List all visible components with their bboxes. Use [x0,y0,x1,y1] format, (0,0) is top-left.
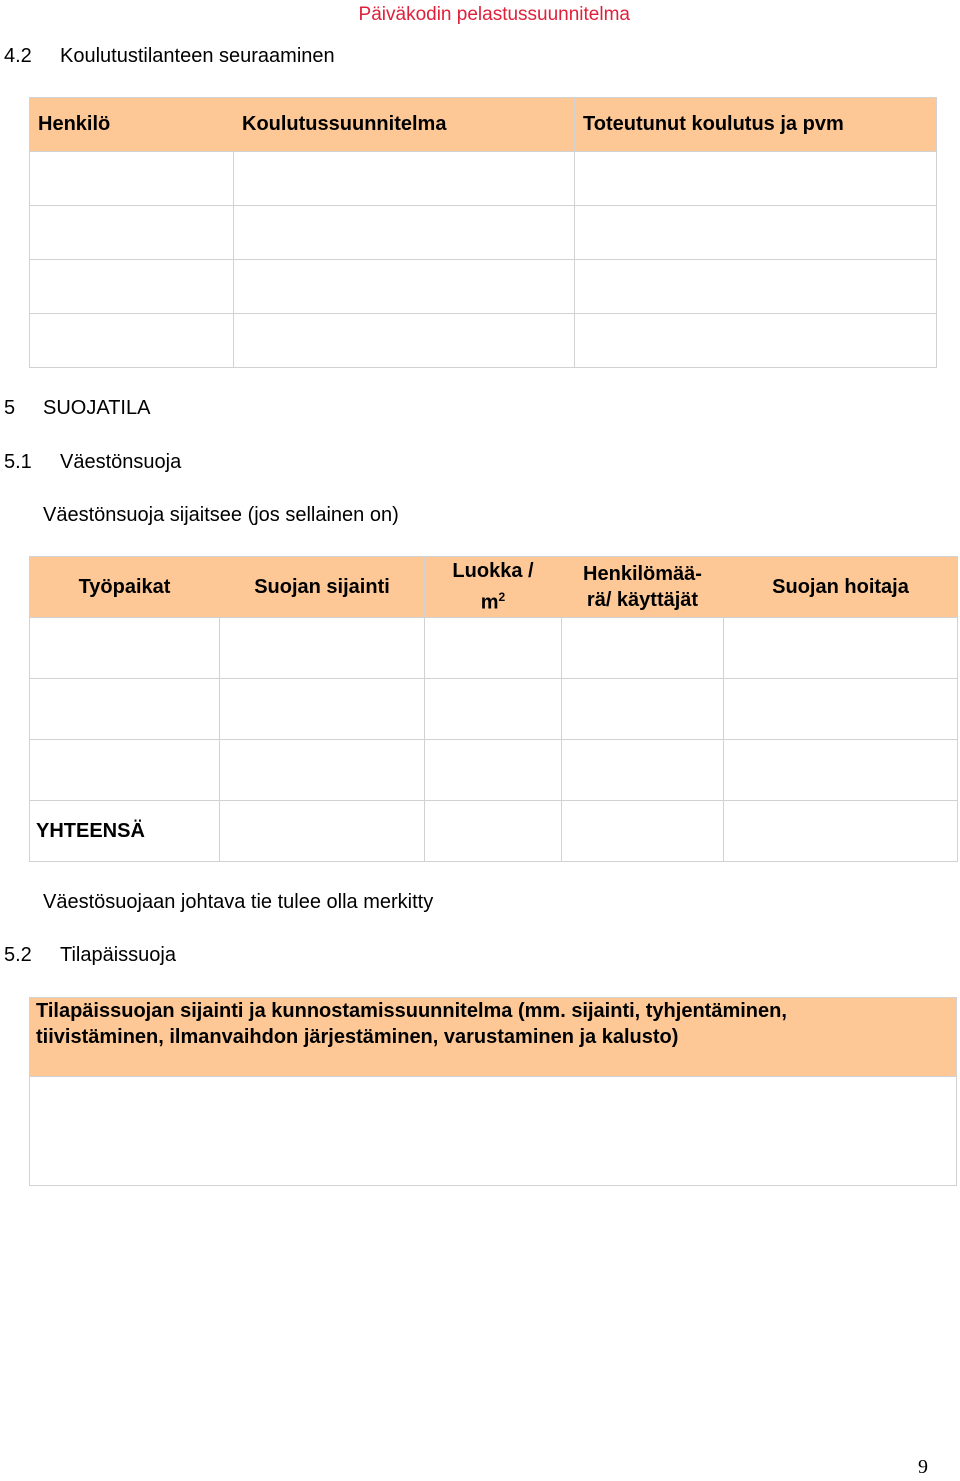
column-header-completed-training: Toteutunut koulutus ja pvm [575,98,937,152]
temporary-shelter-header [30,998,957,1077]
table-row [30,206,937,260]
training-table [29,97,937,368]
table-row [30,618,958,679]
table-row [30,740,958,801]
table-cell[interactable] [575,314,937,368]
table-cell[interactable] [30,740,220,801]
table-row [30,1077,957,1186]
table-header-row [30,557,958,618]
table-cell[interactable] [220,618,425,679]
section-heading-5-2 [4,944,176,967]
table-cell[interactable] [220,801,425,862]
table-row [30,152,937,206]
table-cell[interactable] [724,740,958,801]
table-cell[interactable] [220,740,425,801]
table-cell[interactable] [562,679,724,740]
table-cell[interactable] [30,206,234,260]
table-row [30,314,937,368]
section-number: 5 [4,397,16,419]
table-cell[interactable] [562,618,724,679]
persons-label-line1: Henkilömää- [583,563,702,585]
total-label: YHTEENSÄ [30,801,220,862]
section-heading-5-1 [4,451,181,474]
class-label-line1: Luokka / [452,560,534,583]
section-heading-4-2 [4,45,335,68]
running-header: Päiväkodin pelastussuunnitelma [358,4,630,25]
section-title: Tilapäissuoja [60,944,176,966]
section-title: SUOJATILA [43,397,151,419]
temporary-shelter-table [29,997,957,1186]
table-cell[interactable] [425,740,562,801]
table-cell[interactable] [562,740,724,801]
table-cell[interactable] [220,679,425,740]
table-cell[interactable] [234,314,575,368]
section-number: 5.1 [4,451,32,473]
total-row [30,801,958,862]
table-cell[interactable] [234,260,575,314]
table-header-row [30,998,957,1077]
persons-label-line2: rä/ käyttäjät [586,589,699,611]
header-line2: tiivistäminen, ilmanvaihdon järjestäminen, varustaminen ja kalusto) [36,1026,679,1048]
table-cell[interactable] [30,260,234,314]
table-cell[interactable] [425,618,562,679]
section-title: Väestönsuoja [60,451,182,473]
table-cell[interactable] [575,206,937,260]
table-cell[interactable] [724,679,958,740]
table-cell[interactable] [234,152,575,206]
table-cell[interactable] [30,152,234,206]
shelter-intro-text: Väestönsuoja sijaitsee (jos sellainen on) [43,504,399,526]
table-cell[interactable] [425,679,562,740]
table-cell[interactable] [562,801,724,862]
table-cell[interactable] [724,618,958,679]
column-header-class [425,557,562,618]
class-label-superscript: 2 [498,590,506,605]
table-cell[interactable] [30,314,234,368]
table-cell[interactable] [30,618,220,679]
table-cell[interactable] [30,679,220,740]
column-header-location: Suojan sijainti [220,557,425,618]
class-label-unit: m [480,591,499,614]
section-number: 4.2 [4,45,32,67]
shelter-table [29,556,958,862]
section-heading-5 [4,397,150,420]
column-header-workplaces: Työpaikat [30,557,220,618]
table-cell[interactable] [724,801,958,862]
column-header-caretaker: Suojan hoitaja [724,557,958,618]
shelter-route-note: Väestösuojaan johtava tie tulee olla merkitty [43,891,434,913]
table-cell[interactable] [575,152,937,206]
table-cell[interactable] [234,206,575,260]
table-cell[interactable] [425,801,562,862]
table-row [30,260,937,314]
section-title: Koulutustilanteen seuraaminen [60,45,335,67]
table-header-row [30,98,937,152]
header-line1: Tilapäissuojan sijainti ja kunnostamissuunnitelma (mm. sijainti, tyhjentäminen, [36,1000,787,1022]
column-header-persons [562,557,724,618]
table-cell[interactable] [30,1077,957,1186]
table-row [30,679,958,740]
column-header-person: Henkilö [30,98,234,152]
column-header-training-plan: Koulutussuunnitelma [234,98,575,152]
page-number: 9 [918,1456,928,1478]
table-cell[interactable] [575,260,937,314]
section-number: 5.2 [4,944,32,966]
